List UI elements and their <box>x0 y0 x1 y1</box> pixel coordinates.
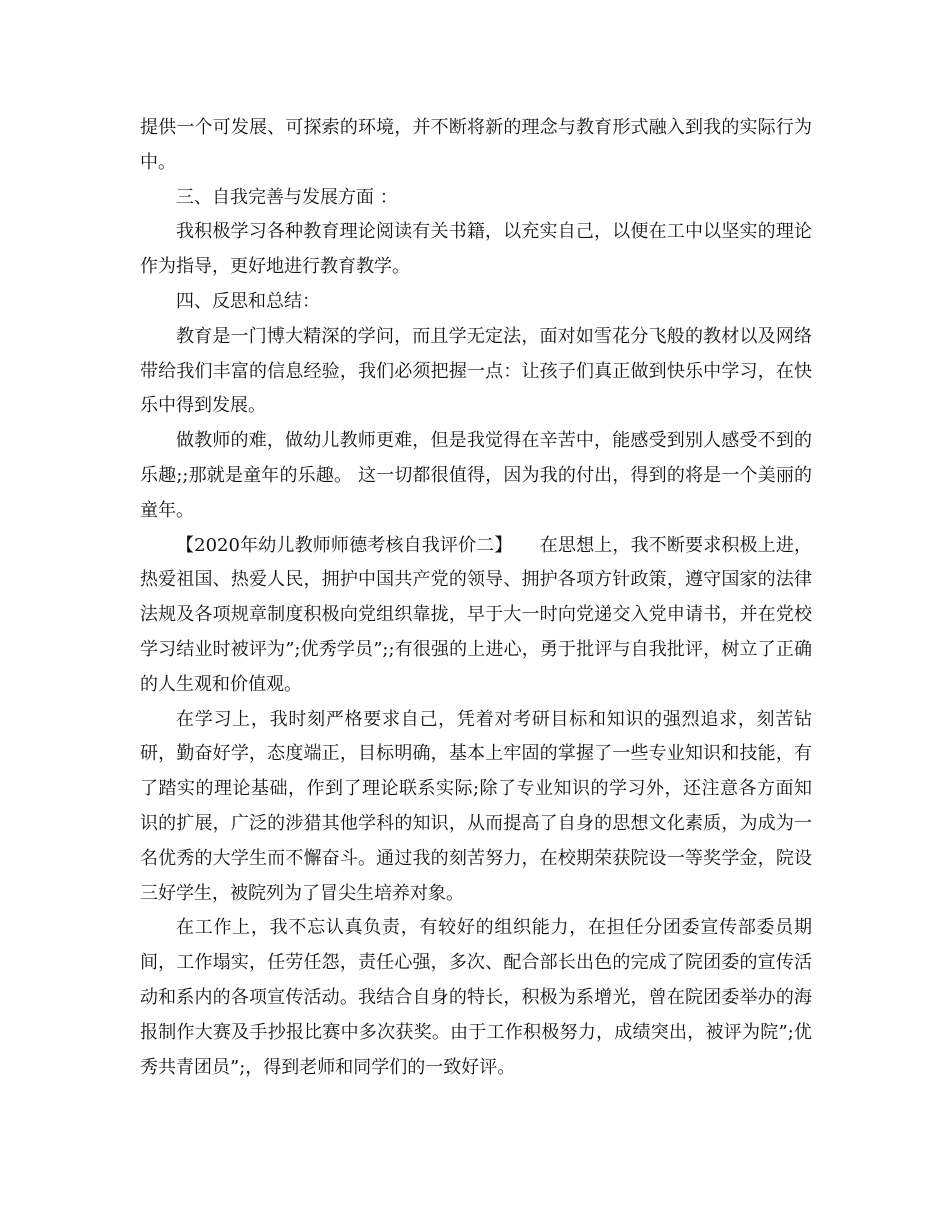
paragraph-2-heading: 三、自我完善与发展方面 ： <box>176 186 398 208</box>
paragraph-3: 我积极学习各种教育理论阅读有关书籍，以充实自己，以便在工中以坚实的理论作为指导，更好地进行教育教学。 <box>140 221 812 278</box>
paragraph-1: 提供一个可发展、可探索的环境，并不断将新的理念与教育形式融入到我的实际行为中。 <box>140 117 812 173</box>
paragraph-8: 在学习上，我时刻严格要求自己，凭着对考研目标和知识的强烈追求，刻苦钻研，勤奋好学，态度端正，目标明确，基本上牢固的掌握了一些专业知识和技能，有了踏实的理论基础，作到了理论联系实际;除了专业知识的学习外，还注意各方面知识的扩展，广泛的涉猎其他学科的知识，从而提高了自身的思想文化素质，为成为一名优秀的大学生而不懈奋斗。通过我的刻苦努力，在校期荣获院设一等奖学金，院设三好学生，被院列为了冒尖生培养对象。 <box>140 708 812 904</box>
paragraph-9: 在工作上，我不忘认真负责，有较好的组织能力，在担任分团委宣传部委员期间，工作塌实，任劳任怨，责任心强，多次、配合部长出色的完成了院团委的宣传活动和系内的各项宣传活动。我结合自身的特长，积极为系增光，曾在院团委举办的海报制作大赛及手抄报比赛中多次获奖。由于工作积极努力，成绩突出，被评为院”;优秀共青团员”;，得到老师和同学们的一致好评。 <box>140 917 812 1078</box>
paragraph-4-heading: 四、反思和总结： <box>176 290 320 312</box>
paragraph-7: 【2020年幼儿教师师德考核自我评价二】 在思想上，我不断要求积极上进，热爱祖国、热爱人民，拥护中国共产党的领导、拥护各项方针政策，遵守国家的法律法规及各项规章制度积极向党组织靠拢，早于大一时向党递交入党申请书，并在党校学习结业时被评为”;优秀学员”;;有很强的上进心，勇于批评与自我批评，树立了正确的人生观和价值观。 <box>140 534 812 695</box>
paragraph-6: 做教师的难，做幼儿教师更难，但是我觉得在辛苦中，能感受到别人感受不到的乐趣;;那就是童年的乐趣。 这一切都很值得，因为我的付出，得到的将是一个美丽的童年。 <box>140 430 812 521</box>
paragraph-5: 教育是一门博大精深的学问，而且学无定法，面对如雪花分飞般的教材以及网络带给我们丰富的信息经验，我们必须把握一点：让孩子们真正做到快乐中学习，在快乐中得到发展。 <box>140 325 812 417</box>
document-body <box>140 111 812 1085</box>
